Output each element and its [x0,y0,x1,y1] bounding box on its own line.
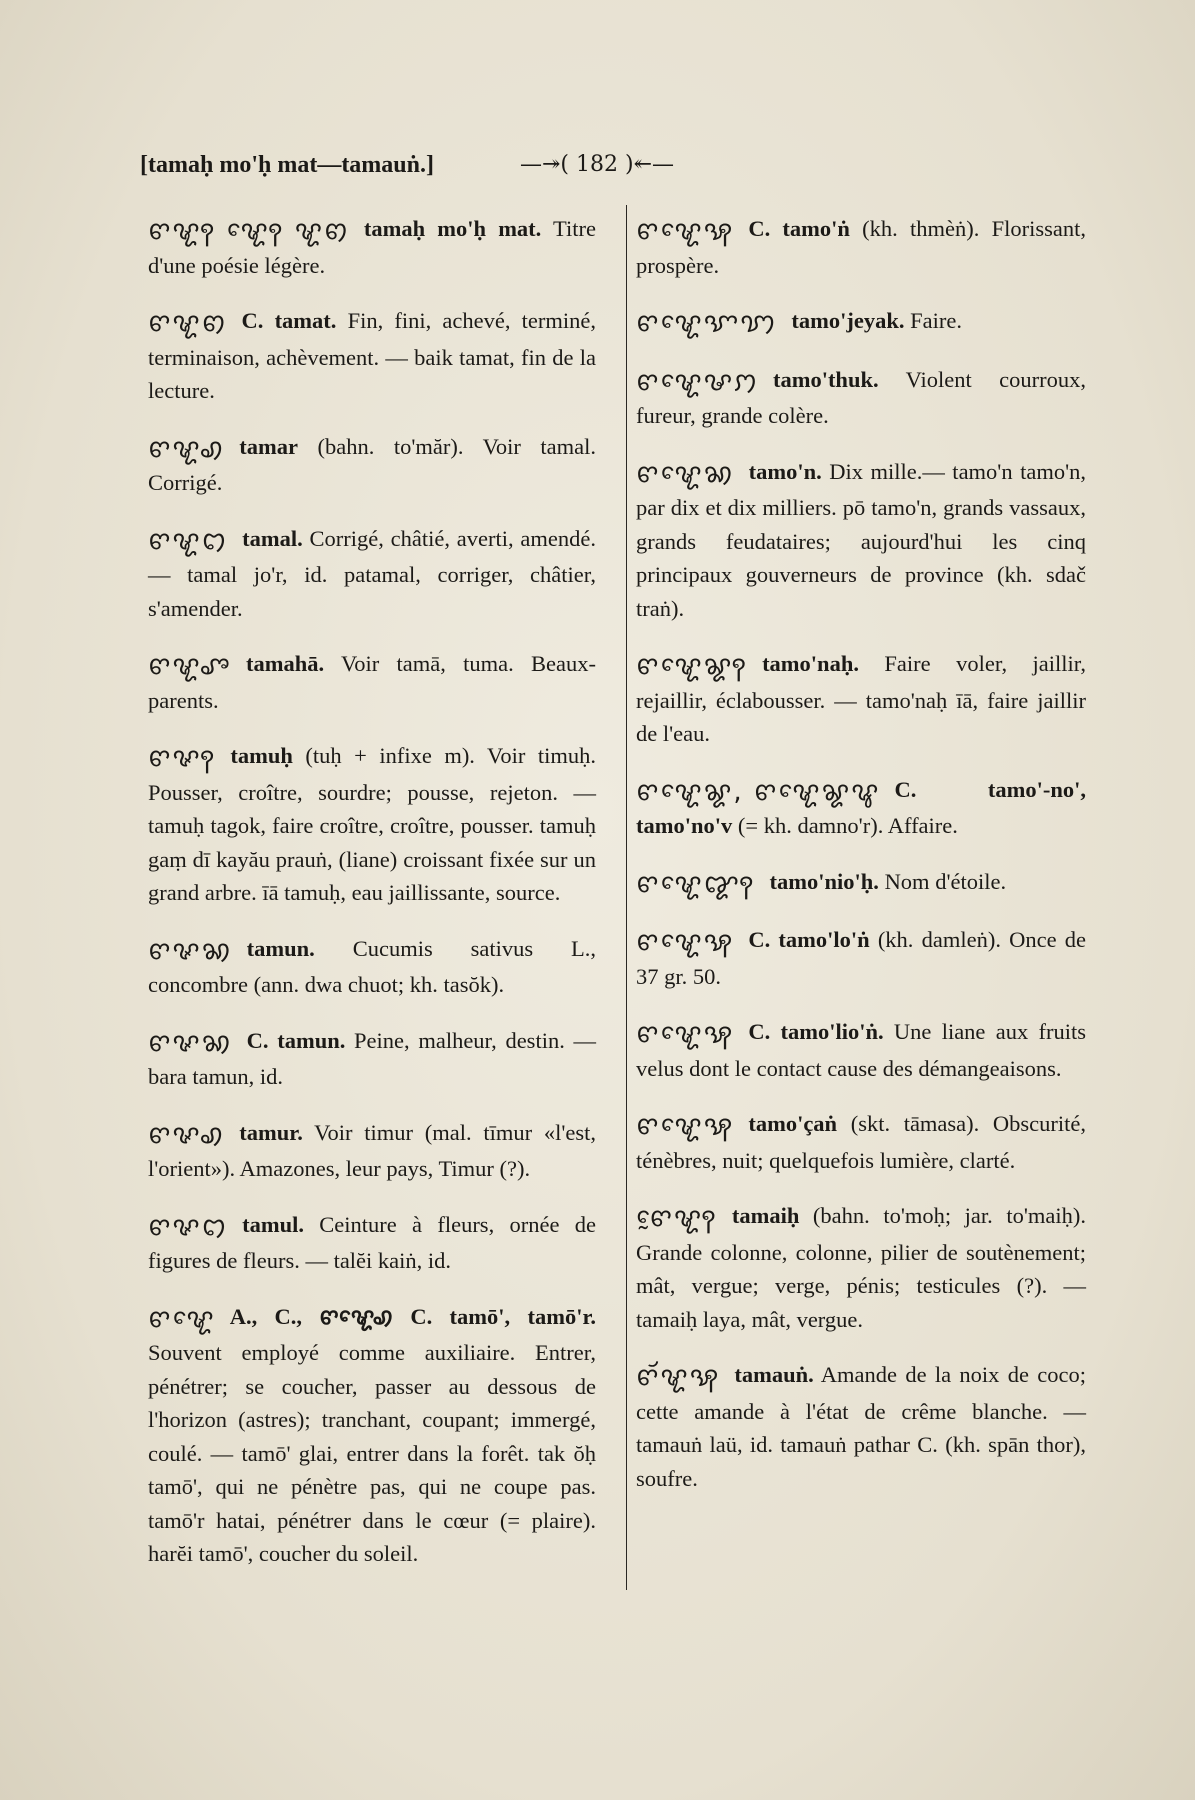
dictionary-entry [148,430,596,500]
headword: tamo'nio'ḥ. [769,868,879,894]
dictionary-entry [148,212,596,282]
cham-script: ꨓꨠꨯꨑꩍ [636,868,756,899]
dictionary-entry [636,865,1086,902]
dictionary-entry [636,1107,1086,1177]
definition: (bahn. to'măr). Voir tamal. Corrigé. [148,433,596,495]
dictionary-entry [636,363,1086,433]
cham-script: ꨓꨠꨯꩂ [636,1111,735,1141]
headword: A., C., ꨓꨠꨯꩉ C. tamō', tamō'r. [229,1303,596,1329]
dictionary-entry [148,1208,596,1278]
definition: Ceinture à fleurs, ornée de figures de fleurs. — talĕi kaiṅ, id. [148,1211,596,1273]
definition: Peine, malheur, destin. — bara tamun, id. [148,1027,596,1089]
cham-script: ꨓꨠꨨ [148,651,232,681]
headword: tamahā. [245,651,325,676]
definition: (bahn. to'moḥ; jar. to'maiḥ). Grande colonne, colonne, pilier de soutènement; mât, vergue; verge, pénis; testicules (?). — tamaiḥ laya, mât, vergue. [636,1203,1086,1332]
cham-script: ꨓꨠꩉ [148,433,226,464]
cham-script: ꨓꨠꨯꨔꩀ [636,366,759,397]
headword: C. tamun. [246,1027,346,1053]
headword: tamal. [242,525,303,551]
headword: tamaiḥ [731,1203,800,1228]
cham-script: ꨓꨠꨯꩆ [636,458,735,489]
dictionary-entry [148,739,596,910]
running-title: [tamaḥ mo'ḥ mat—tamauṅ.] [140,152,434,178]
dictionary-entry [148,1116,596,1186]
definition: Une liane aux fruits velus dont le contact cause des démangeaisons. [636,1019,1086,1081]
headword: tamauṅ. [734,1362,814,1387]
headword: tamur. [239,1119,303,1145]
definition: Violent courroux, fureur, grande colère. [636,366,1086,428]
dictionary-entry [148,1300,596,1571]
definition: (kh. damleṅ). Once de 37 gr. 50. [636,927,1086,989]
dictionary-entry [636,212,1086,282]
dictionary-entry [148,932,596,1002]
page-number: —↠( 182 )↞— [520,152,675,177]
headword: tamaḥ mo'ḥ mat. [363,216,542,241]
cham-script: ꨓꨠꨯꩂ [636,927,735,957]
cham-script: ꨓꨮꨠꩂ [636,1362,721,1392]
definition: (= kh. damno'r). Affaire. [732,813,958,838]
cham-script: ꨓꨠꩊ [148,525,229,556]
dictionary-entry [636,1358,1086,1495]
definition: Faire. [904,308,962,333]
definition: Corrigé, châtié, averti, amendé. — tamal jo'r, id. patamal, corriger, châtier, s'amender. [148,525,596,621]
definition: Voir tamā, tuma. Beaux-parents. [148,651,596,713]
definition: Dix mille.— tamo'n tamo'n, par dix et dix milliers. pō tamo'n, grands vassaux, grands feudataires; aujourd'hui les cinq principaux gouverneurs de province (kh. sdač traṅ). [636,458,1086,621]
dictionary-entry [148,522,596,626]
definition: Titre d'une poésie légère. [148,216,596,278]
cham-script: ꨓꨟꩍ [148,743,217,773]
cham-script: ꨓꨟꩉ [148,1119,226,1150]
headword: C. tamat. [241,308,337,333]
definition: (tuḥ + infixe m). Voir timuḥ. Pousser, croître, sourdre; pousse, rejeton. — tamuḥ tagok, faire croître, croître, pousser. tamuḥ gaṃ dī kayău prauṅ, (liane) croissant fixée sur un grand arbre. īā tamuḥ, eau jaillissante, source. [148,743,596,905]
headword: tamul. [242,1211,304,1237]
definition: Amande de la noix de coco; cette amande à l'état de crême blanche. — tamauṅ laü, id. tamauṅ pathar C. (kh. spān thor), soufre. [636,1362,1086,1491]
dictionary-entry [148,304,596,408]
cham-script: ꨓꨠꨯꨘꩍ [636,651,749,681]
dictionary-entry [636,304,1086,341]
cham-script: ꨓꨠꨯꩂ [636,1019,735,1049]
right-column [636,212,1086,1517]
cham-script: ꨓꨟꩊ [148,1211,229,1242]
left-column [148,212,596,1593]
cham-script: ꨓꨟꩆ [148,1027,233,1058]
definition: (skt. tāmasa). Obscurité, ténèbres, nuit; quelquefois lumière, clarté. [636,1111,1086,1173]
headword: C. tamo'lio'ṅ. [748,1019,884,1044]
cham-script: ꨓꨰꨠꩍ [636,1203,718,1233]
cham-script: ꨓꨟꩆ [148,935,233,966]
cham-script: ꨓꨠꨯꨎꩈ [636,308,778,338]
definition: Fin, fini, achevé, terminé, terminaison, achèvement. — baik tamat, fin de la lecture. [148,308,596,403]
headword: tamar [239,433,299,459]
cham-script: ꨓꨠꨯꨘ, ꨓꨠꨯꨘꨥ [636,776,881,807]
cham-script: ꨓꨠꩍ ꨠꨯꩍ ꨠꩅ [148,216,350,246]
cham-script: ꨓꨠꨯꩂ [636,216,735,246]
dictionary-entry [636,647,1086,751]
cham-script: ꨓꨠꩅ [148,308,228,338]
headword: C. tamo'ṅ [748,216,850,241]
dictionary-entry [636,923,1086,993]
cham-script: ꨓꨠꨯ [148,1303,216,1334]
dictionary-entry [636,773,1086,843]
definition: Cucumis sativus L., concombre (ann. dwa chuot; kh. tasŏk). [148,935,596,997]
headword: tamo'çaṅ [748,1111,838,1136]
dictionary-entry [148,647,596,717]
headword: tamo'jeyak. [791,308,905,333]
page-header [140,150,1080,181]
definition: Souvent employé comme auxiliaire. Entrer, pénétrer; se coucher, passer au dessous de l'horizon (astres); tranchant, coupant; immergé, coulé. — tamō' glai, entrer dans la forêt. tak ŏḥ tamō', qui ne pénètre pas, qui ne coupe pas. tamō'r hatai, pénétrer dans le cœur (= plaire). harĕi tamō', coucher du soleil. [148,1340,596,1566]
definition: Voir timur (mal. tīmur «l'est, l'orient»). Amazones, leur pays, Timur (?). [148,1119,596,1181]
headword: tamo'naḥ. [762,651,859,676]
definition: Faire voler, jaillir, rejaillir, éclabousser. — tamo'naḥ īā, faire jaillir de l'eau. [636,651,1086,746]
definition: Nom d'étoile. [878,868,1007,894]
headword: C. tamo'-no', tamo'no'v [636,776,1086,838]
headword: tamo'thuk. [772,366,879,392]
column-divider [626,205,627,1590]
dictionary-entry [636,1015,1086,1085]
dictionary-entry [636,455,1086,626]
headword: tamun. [246,935,315,961]
definition: (kh. thmèṅ). Florissant, prospère. [636,216,1086,278]
headword: tamo'n. [748,458,822,484]
dictionary-entry [148,1024,596,1094]
dictionary-entry [636,1199,1086,1336]
headword: tamuḥ [230,743,293,768]
headword: C. tamo'lo'ṅ [748,927,870,952]
